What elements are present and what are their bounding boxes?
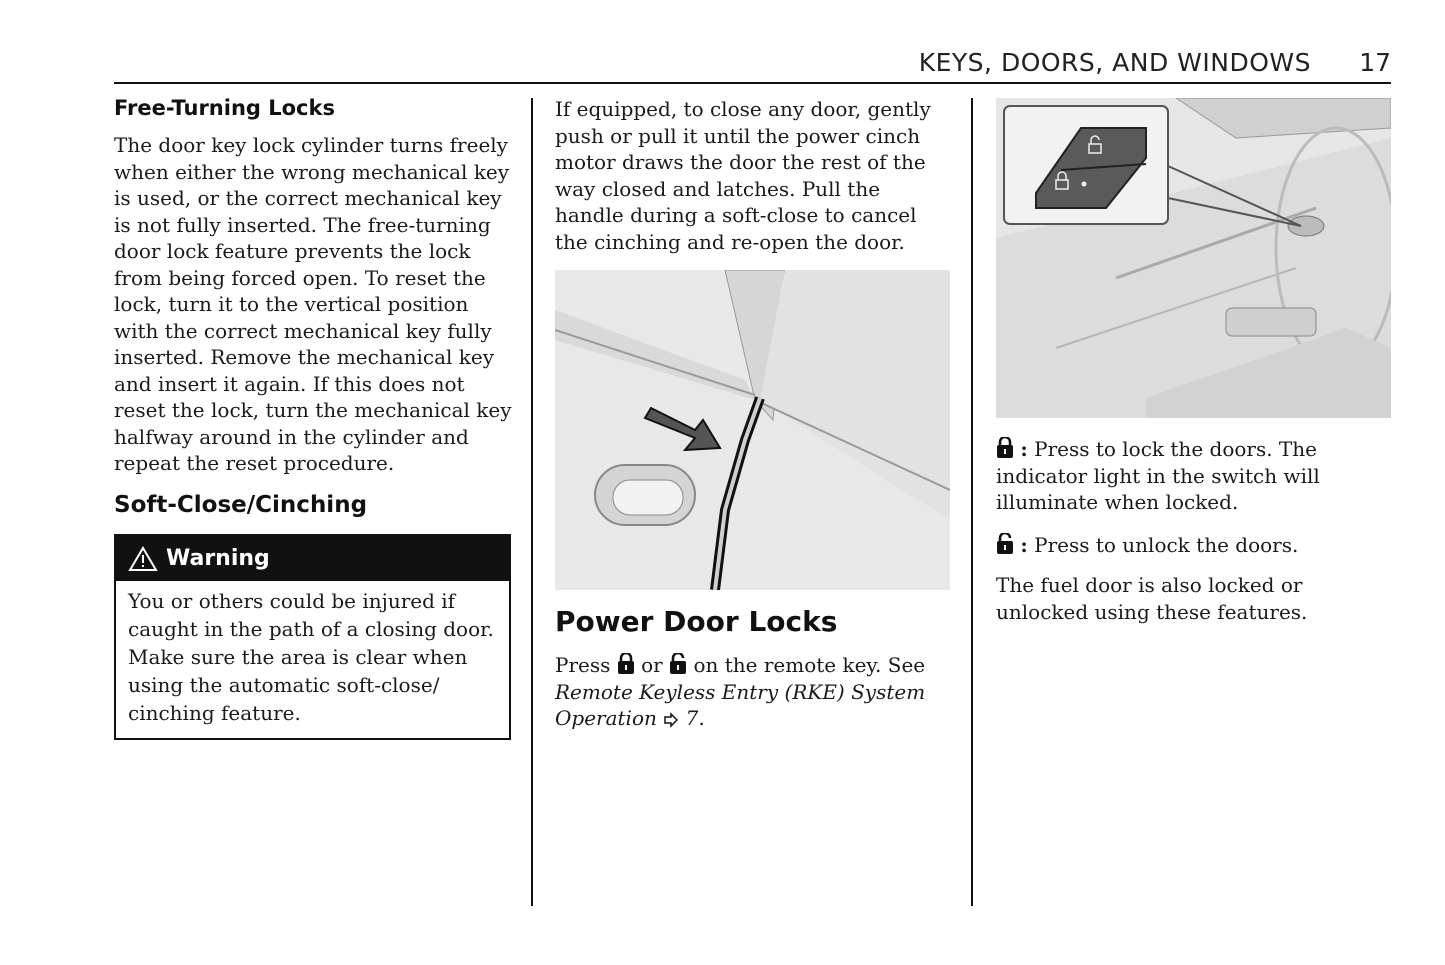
free-turning-heading: Free-Turning Locks [114,96,335,120]
door-switch-figure [996,98,1391,418]
column-divider [971,98,973,906]
warning-box [114,534,511,740]
warning-title: Warning [166,546,270,571]
lock-icon [996,437,1014,459]
door-illustration [555,270,950,590]
soft-close-heading-wrap [114,492,514,518]
fuel-door-description: The fuel door is also locked or unlocked using these features. [996,573,1308,624]
rke-cross-reference[interactable]: Remote Keyless Entry (RKE) System Operation [555,679,926,730]
soft-close-heading: Soft-Close/Cinching [114,492,368,518]
page-number: 17 [1359,48,1391,77]
lock-colon: : [1020,437,1028,461]
lock-description [996,436,1391,516]
power-locks-heading: Power Door Locks [555,605,838,638]
unlock-icon [996,533,1014,555]
on-remote-text: on the remote key. See [693,653,926,677]
warning-triangle-icon [128,546,158,572]
press-text: Press [555,653,611,677]
page-reference-arrow-icon [663,712,679,728]
unlock-text: Press to unlock the doors. [1034,532,1299,557]
lock-text: Press to lock the doors. The indicator light in the switch will illuminate when locked. [996,437,1320,514]
power-locks-body [555,652,955,732]
lock-icon [617,653,635,675]
free-turning-body: The door key lock cylinder turns freely when either the wrong mechanical key is used, or the correct mechanical key is not fully inserted. The free-turning door lock feature prevents the lock from being forced open. To reset the lock, turn it to the vertical position with the correct mechanical key fully inserted. Remove the mechanical key and insert it again. If this does not reset the lock, turn the mechanical key halfway around in the cylinder and repeat the reset procedure. [114,133,512,475]
header-rule [114,82,1391,84]
rke-page-ref[interactable]: 7. [685,706,705,730]
soft-close-body: If equipped, to close any door, gently push or pull it until the power cinch motor draws the door the rest of the way closed and latches. Pull the handle during a soft-close to cancel the cinching and re-open the door. [555,97,931,254]
door-cinch-figure [555,270,950,590]
unlock-colon: : [1020,532,1028,557]
soft-close-body-wrap [555,96,951,255]
lock-descriptions [996,436,1391,625]
free-turning-section [114,96,514,477]
door-switch-illustration [996,98,1391,418]
power-locks-section [555,605,955,732]
or-text: or [641,653,663,677]
unlock-description [996,532,1391,559]
section-title: KEYS, DOORS, AND WINDOWS [918,48,1311,77]
warning-body: You or others could be injured if caught in the path of a closing door. Make sure the area is clear when using the automatic soft-close/ cinching feature. [128,589,494,725]
unlock-icon [669,653,687,675]
column-divider [531,98,533,906]
warning-header [116,536,509,581]
